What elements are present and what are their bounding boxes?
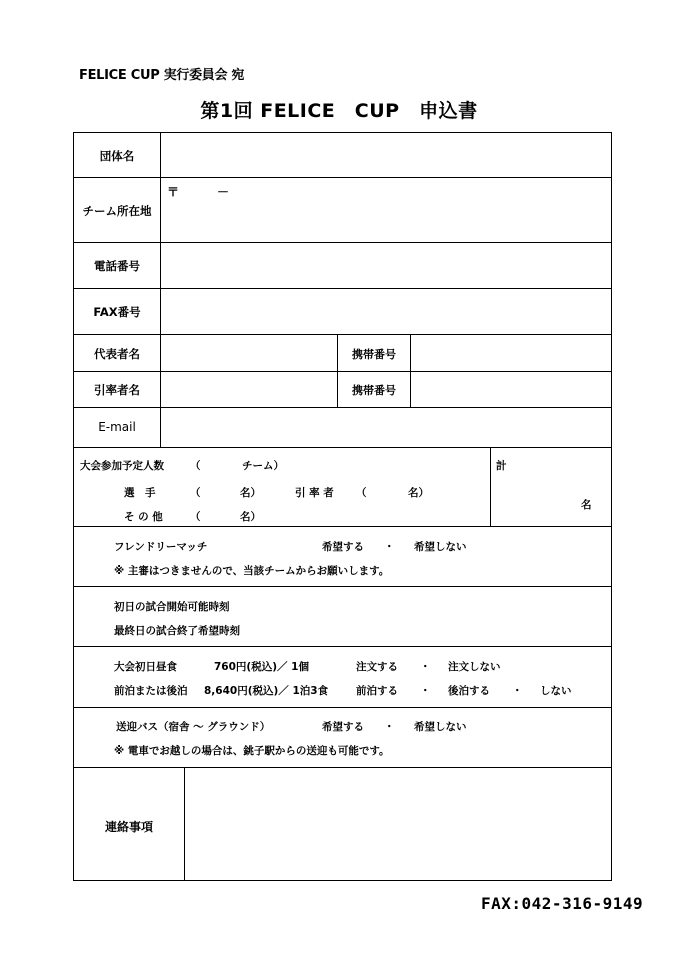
friendly-yes-option[interactable]: 希望する	[322, 541, 364, 553]
column-divider	[337, 334, 338, 408]
friendly-note: ※ 主審はつきませんので、当該チームからお願いします。	[114, 565, 390, 577]
stay-none-option[interactable]: しない	[540, 685, 572, 697]
label-column-divider	[160, 132, 161, 448]
stay-after-option[interactable]: 後泊する	[448, 685, 490, 697]
row-divider	[73, 586, 612, 587]
phone-field[interactable]	[163, 244, 609, 286]
row-divider	[73, 242, 612, 243]
teams-count-field[interactable]	[200, 455, 240, 471]
addressee: FELICE CUP 実行委員会 宛	[79, 68, 245, 83]
leader-mobile-field[interactable]	[413, 373, 609, 405]
fax-label: FAX番号	[93, 305, 141, 319]
participants-label: 大会参加予定人数	[80, 460, 164, 472]
teams-unit: チーム）	[242, 460, 284, 472]
separator-dot: ・	[384, 541, 395, 553]
email-label: E-mail	[98, 420, 136, 434]
row-divider	[73, 407, 612, 408]
bus-note: ※ 電車でお越しの場合は、銚子駅からの送迎も可能です。	[114, 745, 390, 757]
leaders-label: 引 率 者	[295, 487, 334, 499]
email-field[interactable]	[163, 409, 609, 445]
form-border-left	[73, 132, 74, 881]
notes-column-divider	[184, 767, 185, 881]
lunch-price: 760円(税込)／ 1個	[214, 661, 309, 673]
open-paren: （	[356, 487, 367, 499]
fax-field[interactable]	[163, 290, 609, 332]
form-border-top	[73, 132, 612, 133]
team-address-field[interactable]	[163, 179, 609, 240]
open-paren: （	[190, 460, 201, 472]
lunch-no-order-option[interactable]: 注文しない	[448, 661, 501, 673]
first-day-time-label: 初日の試合開始可能時刻	[114, 601, 230, 613]
notes-label: 連絡事項	[104, 820, 154, 834]
row-divider	[73, 646, 612, 647]
postal-dash: －	[217, 185, 230, 199]
form-border-right	[611, 132, 612, 881]
total-label: 計	[496, 460, 507, 472]
total-column-divider	[490, 447, 491, 527]
separator-dot: ・	[420, 685, 431, 697]
fax-number: FAX:042-316-9149	[481, 894, 644, 913]
representative-label: 代表者名	[94, 347, 140, 361]
players-unit: 名）	[240, 487, 261, 499]
others-count-field[interactable]	[200, 506, 238, 522]
row-divider	[73, 177, 612, 178]
form-border-bottom	[73, 880, 612, 881]
total-unit: 名	[581, 499, 592, 511]
lunch-label: 大会初日昼食	[114, 661, 177, 673]
bus-yes-option[interactable]: 希望する	[322, 721, 364, 733]
players-label: 選 手	[124, 487, 156, 499]
mobile-label: 携帯番号	[352, 348, 396, 361]
players-count-field[interactable]	[200, 482, 238, 498]
separator-dot: ・	[512, 685, 523, 697]
leader-label: 引率者名	[94, 383, 140, 397]
others-unit: 名）	[240, 511, 261, 523]
postal-mark: 〒	[167, 185, 180, 199]
open-paren: （	[190, 487, 201, 499]
row-divider	[73, 767, 612, 768]
bus-no-option[interactable]: 希望しない	[414, 721, 467, 733]
stay-price: 8,640円(税込)／ 1泊3食	[204, 685, 329, 697]
separator-dot: ・	[420, 661, 431, 673]
total-count-field[interactable]	[500, 475, 576, 511]
column-divider	[410, 334, 411, 408]
team-name-field[interactable]	[163, 134, 609, 175]
stay-before-option[interactable]: 前泊する	[356, 685, 398, 697]
friendly-no-option[interactable]: 希望しない	[414, 541, 467, 553]
team-name-label: 団体名	[99, 149, 135, 163]
last-day-time-label: 最終日の試合終了希望時刻	[114, 625, 240, 637]
last-day-time-field[interactable]	[270, 620, 600, 638]
row-divider	[73, 526, 612, 527]
representative-field[interactable]	[163, 336, 335, 369]
mobile-label: 携帯番号	[352, 384, 396, 397]
row-divider	[73, 334, 612, 335]
friendly-match-label: フレンドリーマッチ	[114, 541, 208, 553]
leader-field[interactable]	[163, 373, 335, 405]
first-day-time-field[interactable]	[270, 596, 600, 614]
row-divider	[73, 447, 612, 448]
representative-mobile-field[interactable]	[413, 336, 609, 369]
team-address-label: チーム所在地	[82, 204, 152, 218]
others-label: そ の 他	[124, 511, 163, 523]
row-divider	[73, 707, 612, 708]
leaders-count-field[interactable]	[366, 482, 406, 498]
shuttle-bus-label: 送迎バス（宿舎 ～ グラウンド）	[116, 721, 271, 733]
leaders-unit: 名）	[408, 487, 429, 499]
open-paren: （	[190, 511, 201, 523]
notes-field[interactable]	[187, 770, 609, 878]
separator-dot: ・	[384, 721, 395, 733]
row-divider	[73, 288, 612, 289]
row-divider	[73, 371, 612, 372]
form-title: 第1回 FELICE CUP 申込書	[200, 100, 478, 122]
stay-label: 前泊または後泊	[114, 685, 188, 697]
phone-label: 電話番号	[94, 259, 140, 273]
lunch-order-option[interactable]: 注文する	[356, 661, 398, 673]
